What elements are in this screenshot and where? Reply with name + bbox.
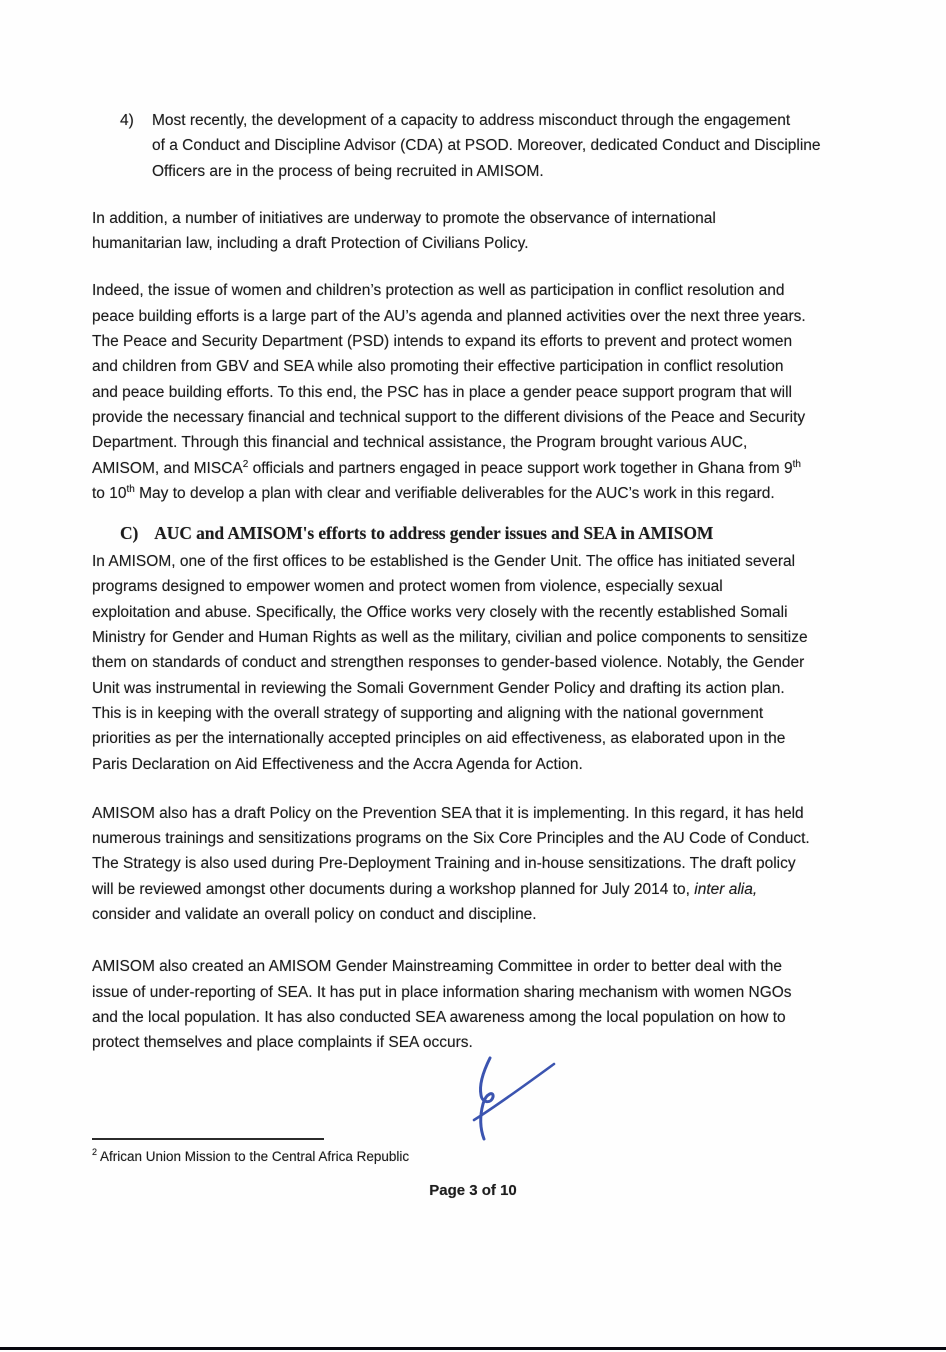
section-heading-label: C)	[120, 523, 139, 544]
scan-edge-line	[0, 1347, 946, 1350]
paragraph-gender-unit: In AMISOM, one of the first offices to be established is the Gender Unit. The office has initiated several programs designed to empower women and protect women from violence, especially sexual exploitation and abuse. Specifically, the Office works very closely with the recently established Somali Ministry for Gender and Human Rights as well as the military, civilian and police components to sensitize them on standards of conduct and strengthen responses to gender-based violence. Notably, the Gender Unit was instrumental in reviewing the Somali Government Gender Policy and drafting its action plan. This is in keeping with the overall strategy of supporting and aligning with the national government priorities as per the internationally accepted principles on aid effectiveness, as elaborated upon in the Paris Declaration on Aid Effectiveness and the Accra Agenda for Action.	[92, 553, 808, 773]
signature-ink	[460, 1050, 560, 1145]
footnote-marker: 2	[92, 1147, 98, 1157]
section-heading-c	[120, 520, 946, 546]
list-item-text: Most recently, the development of a capacity to address misconduct through the engagement of a Conduct and Discipline Advisor (CDA) at PSOD. Moreover, dedicated Conduct and Discipline Officers are in the process of being recruited in AMISOM.	[152, 112, 821, 180]
paragraph-draft-policy: AMISOM also has a draft Policy on the Prevention SEA that it is implementing. In this regard, it has held numerous trainings and sensitizations programs on the Six Core Principles and the AU Code of Conduct. The Strategy is also used during Pre-Deployment Training and in-house sensitizations. The draft policy will be reviewed amongst other documents during a workshop planned for July 2014 to, inter alia, consider and validate an overall policy on conduct and discipline.	[92, 804, 810, 924]
section-heading-text: AUC and AMISOM's efforts to address gender issues and SEA in AMISOM	[154, 523, 714, 544]
footnote-separator	[92, 1138, 324, 1140]
list-item-number: 4)	[120, 112, 134, 129]
footnote-text	[92, 1147, 946, 1167]
numbered-list-item-4	[120, 108, 946, 184]
page-number-footer: Page 3 of 10	[429, 1182, 517, 1199]
paragraph-indeed: Indeed, the issue of women and children’s protection as well as participation in conflict resolution and peace building efforts is a large part of the AU’s agenda and planned activities over the next three years. The Peace and Security Department (PSD) intends to expand its efforts to prevent and protect women and children from GBV and SEA while also promoting their effective participation in conflict resolution and peace building efforts. To this end, the PSC has in place a gender peace support program that will provide the necessary financial and technical support to the different divisions of the Peace and Security Department. Through this financial and technical assistance, the Program brought various AUC, AMISOM, and MISCA$^2$ officials and partners engaged in peace support work together in Ghana from 9th to 10th May to develop a plan with clear and verifiable deliverables for the AUC’s work in this regard.	[92, 282, 806, 502]
footnote-body: African Union Mission to the Central Africa Republic	[100, 1148, 410, 1164]
paragraph-initiatives: In addition, a number of initiatives are underway to promote the observance of international humanitarian law, including a draft Protection of Civilians Policy.	[92, 209, 716, 253]
paragraph-mainstreaming-committee: AMISOM also created an AMISOM Gender Mainstreaming Committee in order to better deal with the issue of under-reporting of SEA. It has put in place information sharing mechanism with women NGOs and the local population. It has also conducted SEA awareness among the local population on how to protect themselves and place complaints if SEA occurs.	[92, 958, 792, 1052]
